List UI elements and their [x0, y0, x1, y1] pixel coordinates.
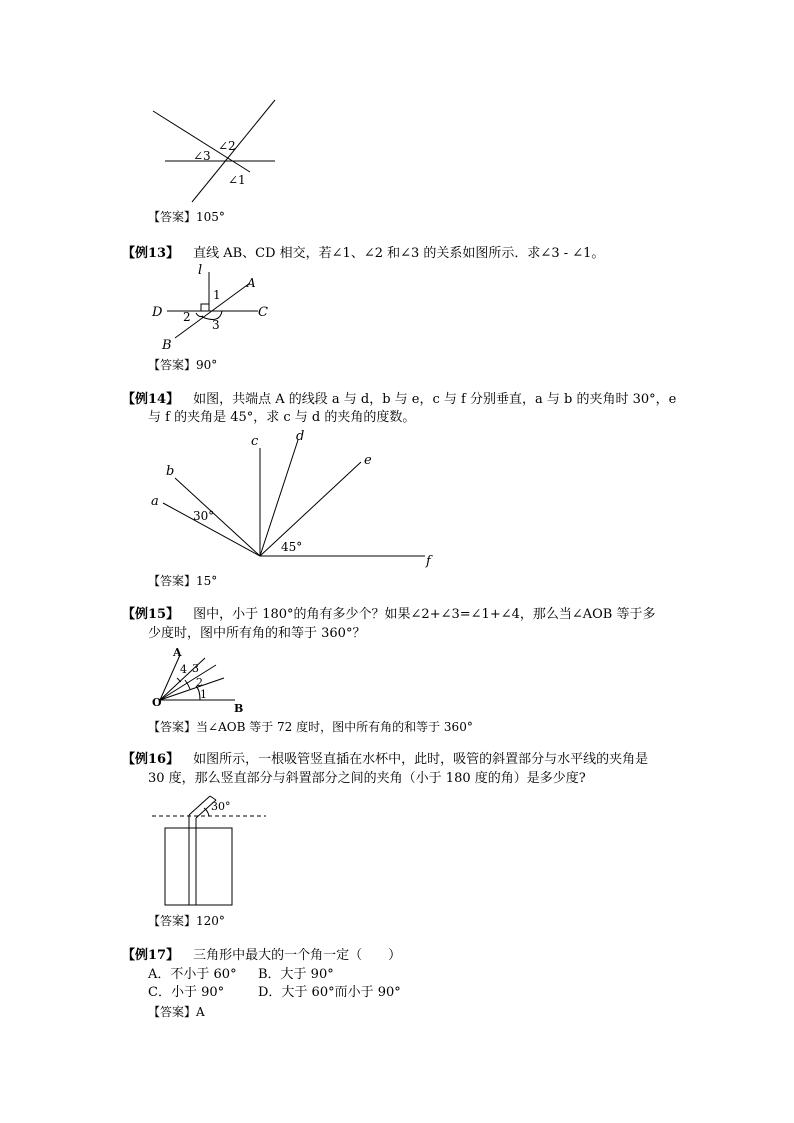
label-d: d: [296, 429, 305, 444]
label-c: c: [251, 434, 259, 449]
label-2: 2: [183, 310, 191, 324]
label-angle1: ∠1: [228, 173, 246, 187]
example-16-tag: 【例16】: [122, 752, 180, 767]
example-13-text: 直线 AB、CD 相交，若∠1、∠2 和∠3 的关系如图所示．求∠3 - ∠1。: [193, 246, 605, 261]
answer-value: A: [196, 1005, 205, 1019]
example-17-text: 三角形中最大的一个角一定（ ）: [193, 948, 402, 963]
label-1: 1: [200, 688, 207, 701]
option-b: B．大于 90°: [258, 967, 334, 982]
label-B: B: [234, 702, 244, 715]
answer-label: 【答案】: [148, 720, 197, 734]
example-16-line1: 如图所示，一根吸管竖直插在水杯中，此时，吸管的斜置部分与水平线的夹角是: [193, 752, 649, 767]
label-D: D: [152, 305, 163, 320]
label-2: 2: [196, 676, 203, 689]
option-d: D．大于 60°而小于 90°: [258, 985, 401, 1000]
straw-slant-left: [189, 796, 210, 815]
example-17-tag: 【例17】: [122, 948, 180, 963]
example-14-tag: 【例14】: [122, 392, 180, 407]
example-15-tag: 【例15】: [122, 607, 180, 622]
answer-value: 105°: [196, 210, 225, 224]
example-16-answer: [148, 912, 225, 929]
example-17-answer: [148, 1003, 205, 1020]
example-14-line1: 如图，共端点 A 的线段 a 与 d，b 与 e，c 与 f 分别垂直，a 与 b 的夹角时 30°，e: [193, 392, 677, 407]
example-16-line2: 30 度，那么竖直部分与斜置部分之间的夹角（小于 180 度的角）是多少度?: [148, 771, 586, 786]
label-3: 3: [192, 662, 199, 675]
label-O: O: [152, 696, 162, 709]
label-l: l: [198, 263, 203, 278]
label-30deg: 30°: [193, 509, 215, 523]
answer-value: 90°: [196, 358, 218, 372]
option-c: C．小于 90°: [148, 985, 225, 1000]
example-15-line2: 少度时，图中所有角的和等于 360°？: [148, 626, 366, 641]
label-A: A: [247, 276, 256, 290]
label-angle2: ∠2: [218, 139, 236, 153]
label-b: b: [166, 464, 175, 479]
label-e: e: [364, 453, 372, 468]
example-17-options-row2: [148, 983, 401, 1002]
answer-value: 15°: [196, 574, 218, 588]
answer-value: 当∠AOB 等于 72 度时，图中所有角的和等于 360°: [196, 720, 473, 734]
example-17-options-row1: [148, 965, 334, 984]
example-13-tag: 【例13】: [122, 246, 180, 261]
label-4: 4: [180, 663, 187, 676]
label-angle3: ∠3: [193, 149, 211, 163]
label-30deg: 30°: [211, 800, 231, 813]
answer-label: 【答案】: [148, 574, 197, 588]
example-15-line1: 图中，小于 180°的角有多少个？如果∠2+∠3=∠1+∠4，那么当∠AOB 等于多: [193, 607, 656, 622]
label-1: 1: [213, 288, 221, 302]
answer-value: 120°: [196, 914, 225, 928]
label-f: f: [426, 554, 431, 569]
label-45deg: 45°: [281, 540, 303, 554]
label-a: a: [151, 494, 159, 509]
option-a: A．不小于 60°: [148, 967, 237, 982]
answer-label: 【答案】: [148, 1005, 197, 1019]
example-17-question: [122, 946, 401, 965]
label-B: B: [162, 338, 172, 353]
label-C: C: [258, 305, 268, 320]
answer-label: 【答案】: [148, 914, 197, 928]
answer-label: 【答案】: [148, 358, 197, 372]
cup: [165, 828, 232, 905]
example-14-line2: 与 f 的夹角是 45°，求 c 与 d 的夹角的度数。: [148, 410, 416, 425]
label-3: 3: [212, 318, 220, 332]
label-A: A: [173, 646, 182, 659]
answer-label: 【答案】: [148, 210, 197, 224]
